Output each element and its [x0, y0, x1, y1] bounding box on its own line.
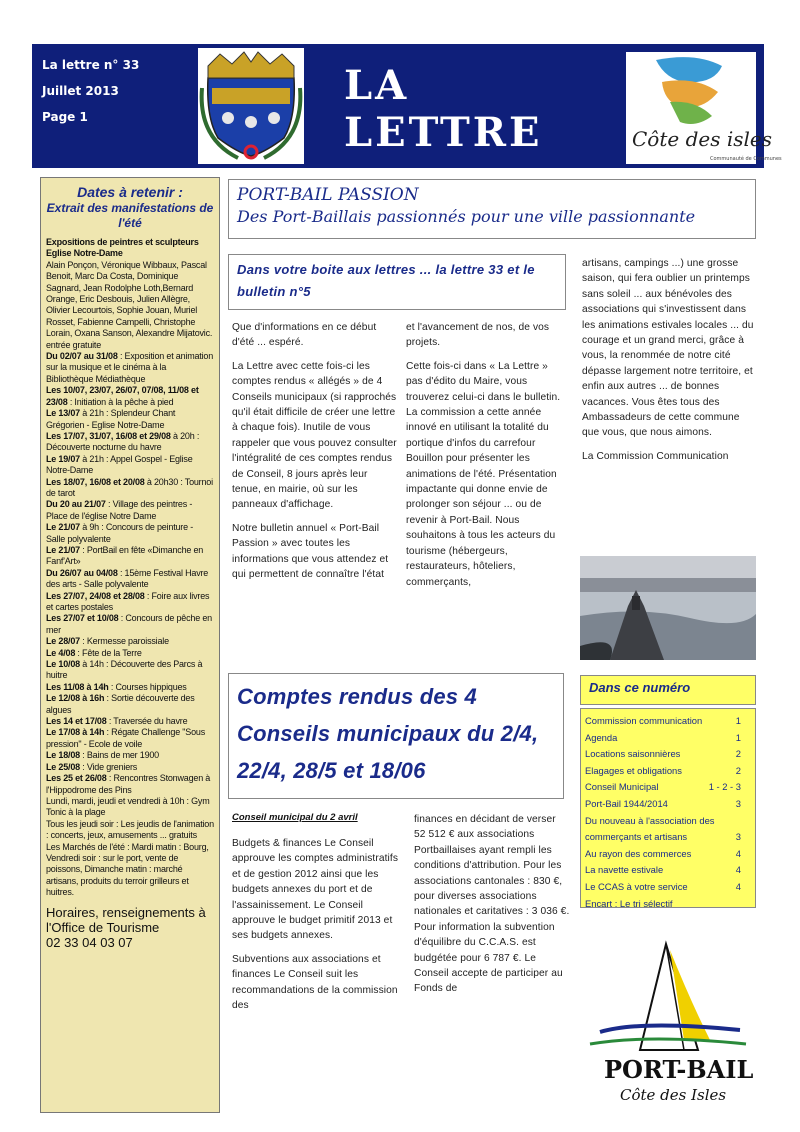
agenda-entry-date: Le 19/07 — [46, 453, 80, 464]
paragraph: finances en décidant de verser 52 512 € aux associations Portbaillaises ayant rempli les conditions d'attribution. Pour les associations cantonales : 830 €, pour diverses associations nationales et caritatives : 3 036 €. Pour information la subvention d'équilibre du C.C.A.S. est budgétée pour 6 787 €. Le Conseil accepte de participer au Fonds de — [414, 814, 570, 995]
agenda-entry-date: Du 26/07 au 04/08 — [46, 567, 118, 578]
toc-row — [585, 813, 751, 830]
agenda-subtitle: Extrait des manifestations de l'été — [46, 201, 214, 230]
agenda-entry — [46, 499, 214, 522]
agenda-entry — [46, 591, 214, 614]
council-column-1 — [232, 836, 398, 1021]
section-title: PORT-BAIL PASSION — [237, 185, 419, 205]
agenda-entry — [46, 727, 214, 750]
toc-page: 1 - 2 - 3 — [708, 781, 741, 793]
agenda-entry-text: à 14h : Découverte des Parcs à huitre — [46, 659, 203, 681]
toc-label: Locations saisonnières — [585, 748, 681, 760]
paragraph: Cette fois-ci dans « La Lettre » pas d'édito du Maire, vous trouverez celui-ci dans le bulletin. La commission a cette année innové en utilisant la totalité du portique d'infos du carrefour Bouillon pour présenter les animations de l'été. Présentation impactante qui donne envie de prolonger son séjour ... ou de revenir à Port-Bail. Nous souhaitons à tous les acteurs du tourisme (hébergeurs, restaurateurs, hôteliers, commerçants, — [406, 360, 561, 588]
agenda-entry-text: à 9h : Concours de peinture - Salle polyvalente — [46, 522, 194, 544]
agenda-entry — [46, 693, 214, 716]
toc-row — [585, 779, 751, 796]
agenda-entry-text: : Bains de mer 1900 — [79, 750, 159, 761]
agenda-entry-date: Les 11/08 à 14h — [46, 681, 109, 692]
agenda-entry-text: à 20h : Découverte nocturne du havre — [46, 430, 200, 453]
council-subhead: Conseil municipal du 2 avril — [232, 812, 358, 823]
council-column-2 — [414, 812, 570, 1005]
agenda-entry-text: Lundi, mardi, jeudi et vendredi à 10h : Gym Tonic à la plage — [46, 795, 210, 818]
agenda-entry-text: : Initiation à la pêche à pied — [67, 396, 174, 407]
agenda-entry-date: Les 25 et 26/08 — [46, 773, 107, 784]
agenda-entry — [46, 431, 214, 454]
agenda-entry-date: Du 02/07 au 31/08 — [46, 351, 118, 362]
mailbox-headline-box — [228, 254, 566, 310]
toc-row — [585, 829, 751, 846]
toc-page: 2 — [735, 764, 741, 776]
agenda-entry-date: Du 20 au 21/07 — [46, 499, 106, 510]
agenda-entry-date: Expositions de peintres et sculpteurs Eglise Notre-Dame — [46, 237, 199, 259]
paragraph: artisans, campings ...) une grosse saison, qui fera oublier un printemps sans soleil ... aux bénévoles des associations qui s'investissent dans les animations estivales locales ... du courage et un grand merci, grâce à vous, la renommée de notre cité dépasse largement notre territoire, et enfin aux autres ... de bonnes vacances. Vous êtes tous des Ambassadeurs de cette commune que vous, que nous aimons. — [582, 258, 754, 439]
toc-title: Dans ce numéro — [580, 675, 756, 705]
tourism-info: Horaires, renseignements à l'Office de Tourisme — [46, 904, 206, 935]
agenda-entry-text: : Régate Challenge "Sous pression" - Ecole de voile — [46, 727, 206, 749]
toc-page: 3 — [735, 797, 741, 809]
agenda-sidebar — [40, 177, 220, 1113]
toc-row — [585, 796, 751, 813]
agenda-entry-date: Le 12/08 à 16h — [46, 693, 105, 704]
agenda-entry — [46, 636, 214, 647]
agenda-entry — [46, 545, 214, 568]
title-box — [228, 179, 756, 239]
paragraph: Que d'informations en ce début d'été ... espéré. — [232, 322, 377, 349]
agenda-entry — [46, 796, 214, 819]
agenda-entry — [46, 750, 214, 761]
toc-label: commerçants et artisans — [585, 831, 688, 843]
agenda-entry-date: Les 17/07, 31/07, 16/08 et 29/08 — [46, 430, 171, 441]
agenda-entry-text: : Exposition et animation sur la musique et le cinéma à la Bibliothèque Médiathèque — [46, 351, 214, 384]
toc-page — [741, 813, 751, 830]
agenda-entry — [46, 454, 214, 477]
paragraph: et l'avancement de nos, de vos projets. — [406, 322, 550, 349]
agenda-entry-date: Les 14 et 17/08 — [46, 716, 107, 727]
masthead-title: LA LETTRE — [344, 62, 543, 156]
toc-row — [585, 879, 751, 896]
agenda-entry-date: Le 28/07 — [46, 636, 80, 647]
tourism-phone: 02 33 04 03 07 — [46, 934, 133, 950]
agenda-entry-text: : Foire aux livres et cartes postales — [46, 590, 210, 612]
toc-label: Au rayon des commerces — [585, 847, 692, 859]
town-crest-icon — [198, 48, 304, 164]
toc-row — [585, 763, 751, 780]
mailbox-headline: Dans votre boite aux lettres ... la lettre 33 et le bulletin n°5 — [237, 262, 535, 299]
agenda-entry-text: Tous les jeudi soir : Les jeudis de l'animation : concerts, jeux, amusements ... gratuits — [46, 818, 214, 841]
agenda-entry-date: Les 18/07, 16/08 et 20/08 — [46, 476, 145, 487]
issue-number: La lettre n° 33 — [42, 58, 140, 72]
toc-box — [580, 708, 756, 908]
agenda-entry-date: Le 4/08 — [46, 647, 76, 658]
toc-label: Port-Bail 1944/2014 — [585, 797, 668, 809]
cote-brand-text: Côte des isles — [632, 127, 772, 151]
agenda-entry — [46, 648, 214, 659]
port-bail-logo — [580, 940, 756, 1110]
agenda-entry-date: Le 25/08 — [46, 761, 80, 772]
agenda-entry-date: Les 27/07 et 10/08 — [46, 613, 119, 624]
toc-label: Commission communication — [585, 715, 703, 726]
agenda-entry — [46, 477, 214, 500]
toc-label: Conseil Municipal — [585, 781, 659, 793]
toc-row — [585, 862, 751, 879]
agenda-entry-text: Les Marchés de l'été : Mardi matin : Bourg, Vendredi soir : sur le port, vente de poissons, Dimanche matin : marché artisans, produits du terroir grilleurs et huitres. — [46, 841, 209, 898]
agenda-entry-text: : Rencontres Stonwagen à l'Hippodrome des Pins — [46, 773, 211, 795]
agenda-entry-text: : Fête de la Terre — [75, 647, 142, 658]
agenda-entry-text: Alain Ponçon, Véronique Wibbaux, Pascal Benoit, Marc Da Costa, Dominique Sagnard, Jean Rodolphe Loth,Bernard Orange, Eric Desbouis, Julien Allègre, Olivier Lecourtois, Sophie Jouan, Muriel Rosset, Fabienne Campelli, Christophe Lorain, Oxana Sanson, Alexandre Mijatovic. entrée gratuite — [46, 259, 213, 350]
agenda-entry-date: Le 17/08 à 14h — [46, 727, 105, 738]
agenda-entry-date: Le 10/08 — [46, 659, 80, 670]
toc-label: Elagages et obligations — [585, 764, 682, 776]
issue-page: Page 1 — [42, 110, 88, 124]
agenda-entry-text: : Concours de pêche en mer — [46, 613, 212, 635]
toc-page: 2 — [735, 748, 741, 760]
agenda-entry-text: à 20h30 : Tournoi de tarot — [46, 476, 213, 498]
cote-brand-sub: Communauté de Communes — [710, 156, 782, 162]
agenda-entry — [46, 408, 214, 431]
toc-page: 4 — [735, 847, 741, 859]
agenda-entry-text: : Traversée du havre — [106, 716, 188, 727]
harbour-photo — [580, 556, 756, 660]
agenda-entry — [46, 716, 214, 727]
agenda-entry-text: à 21h : Splendeur Chant Grégorien - Eglise Notre-Dame — [46, 408, 176, 430]
agenda-entry-text: à 21h : Appel Gospel - Eglise Notre-Dame — [46, 453, 193, 476]
agenda-entry-date: Les 10/07, 23/07, 26/07, 07/08, 11/08 et 23/08 — [46, 385, 199, 407]
agenda-entry — [46, 613, 214, 636]
issue-info — [42, 52, 139, 130]
council-headline: Comptes rendus des 4 Conseils municipaux du 2/4, 22/4, 28/5 et 18/06 — [237, 684, 539, 783]
agenda-entry-text: : Courses hippiques — [108, 681, 187, 692]
toc-label: Du nouveau à l'association des — [585, 814, 715, 826]
signature: La Commission Communication — [582, 450, 729, 462]
toc-row — [585, 730, 751, 747]
agenda-entry — [46, 237, 214, 260]
agenda-entry — [46, 385, 214, 408]
agenda-entry-text: : 15ème Festival Havre des arts - Salle polyvalente — [46, 567, 209, 590]
toc-page: 4 — [735, 864, 741, 876]
agenda-list — [46, 237, 214, 899]
paragraph: La Lettre avec cette fois-ci les comptes rendus « allégés » de 4 Conseils municipaux (si rapprochés qu'il était difficile de créer une lettre à chaque fois). Inutile de vous rappeler que vous pouvez consulter l'intégralité de ces comptes rendus de Conseil, 8 jours après leur tenue, en mairie, où sur les panneaux d'affichage. — [232, 360, 397, 511]
toc-list — [585, 713, 751, 912]
port-bail-logo-text: PORT-BAIL — [604, 1055, 754, 1084]
agenda-entry — [46, 842, 214, 899]
agenda-entry — [46, 682, 214, 693]
agenda-entry-date: Le 13/07 — [46, 408, 80, 419]
paragraph: Budgets & finances Le Conseil approuve les comptes administratifs et de gestion 2012 ainsi que les budgets annexes du port et de l'assainissement. Le Conseil approuve le budget primitif 2013 et ses budgets annexes. — [232, 838, 399, 942]
toc-page: 4 — [735, 880, 741, 892]
agenda-entry-text: : Village des peintres - Place de l'église Notre Dame — [46, 499, 193, 521]
agenda-entry — [46, 659, 214, 682]
agenda-entry-date: Le 18/08 — [46, 750, 80, 761]
paragraph: Subventions aux associations et finances Le Conseil suit les recommandations de la commission des — [232, 953, 398, 1012]
agenda-entry-text: : Vide greniers — [79, 761, 138, 772]
agenda-title: Dates à retenir : — [77, 184, 183, 200]
toc-page — [741, 896, 751, 913]
agenda-entry — [46, 260, 214, 351]
toc-row — [585, 713, 751, 730]
cote-des-isles-logo — [626, 52, 782, 164]
agenda-entry — [46, 351, 214, 385]
toc-row — [585, 746, 751, 763]
toc-page: 1 — [735, 731, 741, 743]
agenda-entry — [46, 762, 214, 773]
toc-label: La navette estivale — [585, 864, 664, 876]
agenda-entry-text: : Sortie découverte des algues — [46, 693, 195, 715]
article-column-1 — [232, 320, 398, 591]
toc-page: 1 — [735, 715, 741, 726]
toc-label: Encart : Le tri sélectif — [585, 897, 673, 909]
paragraph: Notre bulletin annuel « Port-Bail Passion » avec toutes les informations que vous attendez et qui permettent de connaître l'état — [232, 522, 389, 581]
toc-row — [585, 896, 751, 913]
section-subtitle: Des Port-Baillais passionnés pour une ville passionnante — [237, 207, 696, 226]
agenda-entry-date: Le 21/07 — [46, 544, 80, 555]
agenda-entry-text: : Kermesse paroissiale — [79, 636, 169, 647]
agenda-entry-text: : PortBail en fête «Dimanche en Fanf'Art» — [46, 544, 204, 567]
toc-label: Le CCAS à votre service — [585, 880, 688, 892]
council-headline-box — [228, 673, 564, 799]
toc-row — [585, 846, 751, 863]
port-bail-tagline: Côte des Isles — [620, 1086, 727, 1104]
agenda-entry — [46, 522, 214, 545]
article-column-3 — [582, 256, 754, 472]
issue-date: Juillet 2013 — [42, 84, 119, 98]
agenda-entry — [46, 819, 214, 842]
agenda-entry-date: Les 27/07, 24/08 et 28/08 — [46, 590, 145, 601]
agenda-entry — [46, 773, 214, 796]
article-column-2 — [406, 320, 566, 598]
agenda-entry — [46, 568, 214, 591]
toc-page: 3 — [735, 831, 741, 843]
agenda-entry-date: Le 21/07 — [46, 522, 80, 533]
toc-label: Agenda — [585, 731, 618, 743]
